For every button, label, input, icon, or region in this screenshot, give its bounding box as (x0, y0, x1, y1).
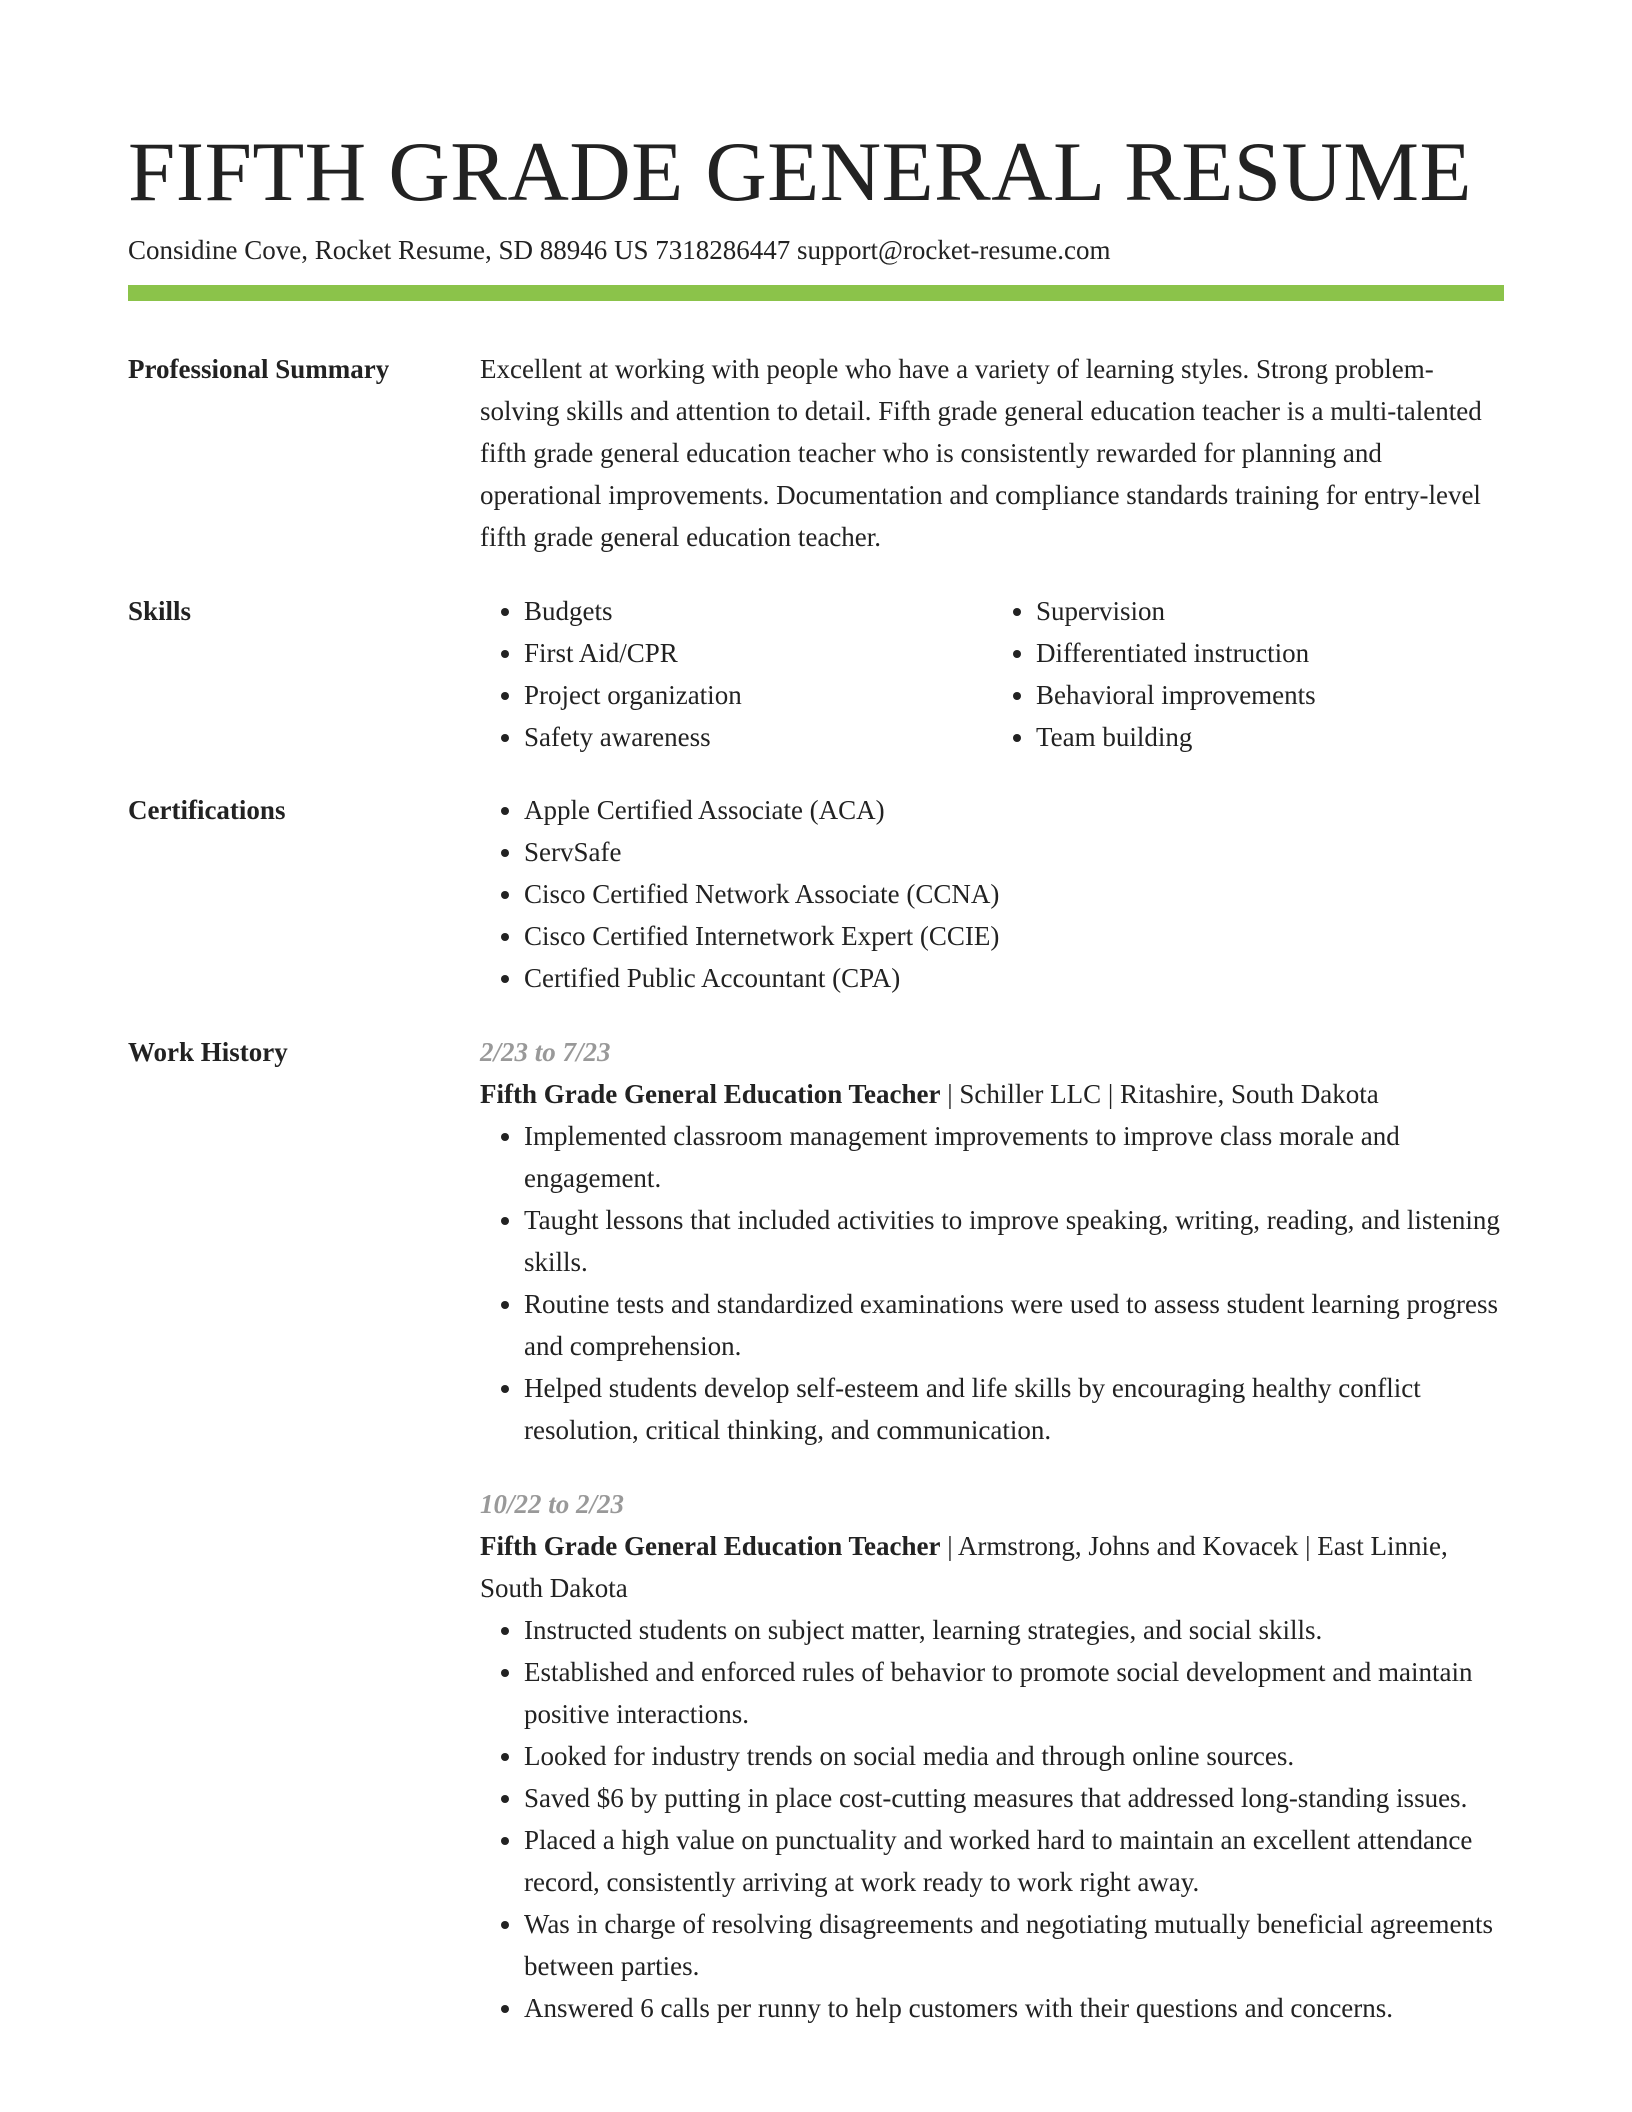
list-item: • Looked for industry trends on social media and through online sources. (524, 1735, 1504, 1777)
list-item: • Budgets (524, 590, 992, 632)
skills-list-right (992, 590, 1504, 758)
resume-title: FIFTH GRADE GENERAL RESUME (128, 125, 1472, 219)
list-item: • Taught lessons that included activities to improve speaking, writing, reading, and listening skills. (524, 1199, 1504, 1283)
list-item: • Established and enforced rules of behavior to promote social development and maintain positive interactions. (524, 1651, 1504, 1735)
job-entry (480, 1031, 1504, 1451)
contact-line: Considine Cove, Rocket Resume, SD 88946 US 7318286447 support@rocket-resume.com (128, 235, 1111, 265)
job-details: | Armstrong, Johns and Kovacek | East Linnie, South Dakota (480, 1531, 1448, 1603)
list-item: • Placed a high value on punctuality and worked hard to maintain an excellent attendance record, consistently arriving at work ready to work right away. (524, 1819, 1504, 1903)
job-bullets (480, 1609, 1504, 2029)
work-history-body (480, 1031, 1504, 2029)
summary-label: Professional Summary (128, 354, 390, 384)
list-item: • Supervision (1036, 590, 1504, 632)
job-details: | Schiller LLC | Ritashire, South Dakota (940, 1079, 1379, 1109)
list-item: • Certified Public Accountant (CPA) (524, 957, 1504, 999)
list-item: • Project organization (524, 674, 992, 716)
list-item: • Apple Certified Associate (ACA) (524, 789, 1504, 831)
list-item: • Instructed students on subject matter, learning strategies, and social skills. (524, 1609, 1504, 1651)
list-item: • Helped students develop self-esteem and life skills by encouraging healthy conflict resolution, critical thinking, and communication. (524, 1367, 1504, 1451)
list-item: • Cisco Certified Internetwork Expert (CCIE) (524, 915, 1504, 957)
job-entry (480, 1483, 1504, 2029)
certifications-list (480, 789, 1504, 999)
list-item: • Team building (1036, 716, 1504, 758)
skills-columns (480, 590, 1504, 758)
list-item: • ServSafe (524, 831, 1504, 873)
list-item: • Was in charge of resolving disagreements and negotiating mutually beneficial agreements between parties. (524, 1903, 1504, 1987)
list-item: • Answered 6 calls per runny to help customers with their questions and concerns. (524, 1987, 1504, 2029)
list-item: • Implemented classroom management improvements to improve class morale and engagement. (524, 1115, 1504, 1199)
job-dates: 10/22 to 2/23 (480, 1489, 625, 1519)
job-dates: 2/23 to 7/23 (480, 1037, 611, 1067)
list-item: • Routine tests and standardized examinations were used to assess student learning progress and comprehension. (524, 1283, 1504, 1367)
list-item: • Saved $6 by putting in place cost-cutting measures that addressed long-standing issues. (524, 1777, 1504, 1819)
header-divider (128, 285, 1504, 301)
job-title: Fifth Grade General Education Teacher (480, 1531, 941, 1561)
job-heading (480, 1525, 1504, 1609)
job-title: Fifth Grade General Education Teacher (480, 1079, 941, 1109)
list-item: • Differentiated instruction (1036, 632, 1504, 674)
job-heading (480, 1073, 1504, 1115)
skills-label: Skills (128, 596, 192, 626)
certifications-body (480, 789, 1504, 999)
work-history-label: Work History (128, 1037, 288, 1067)
certifications-label: Certifications (128, 795, 286, 825)
list-item: • First Aid/CPR (524, 632, 992, 674)
list-item: • Cisco Certified Network Associate (CCNA) (524, 873, 1504, 915)
list-item: • Behavioral improvements (1036, 674, 1504, 716)
summary-text: Excellent at working with people who have a variety of learning styles. Strong problem-solving skills and attention to detail. Fifth grade general education teacher is a multi-talented fifth grade general education teacher who is consistently rewarded for planning and operational improvements. Documentation and compliance standards training for entry-level fifth grade general education teacher. (480, 354, 1482, 552)
list-item: • Safety awareness (524, 716, 992, 758)
summary-body (480, 348, 1504, 558)
job-bullets (480, 1115, 1504, 1451)
skills-list-left (480, 590, 992, 758)
skills-body (480, 590, 1504, 758)
